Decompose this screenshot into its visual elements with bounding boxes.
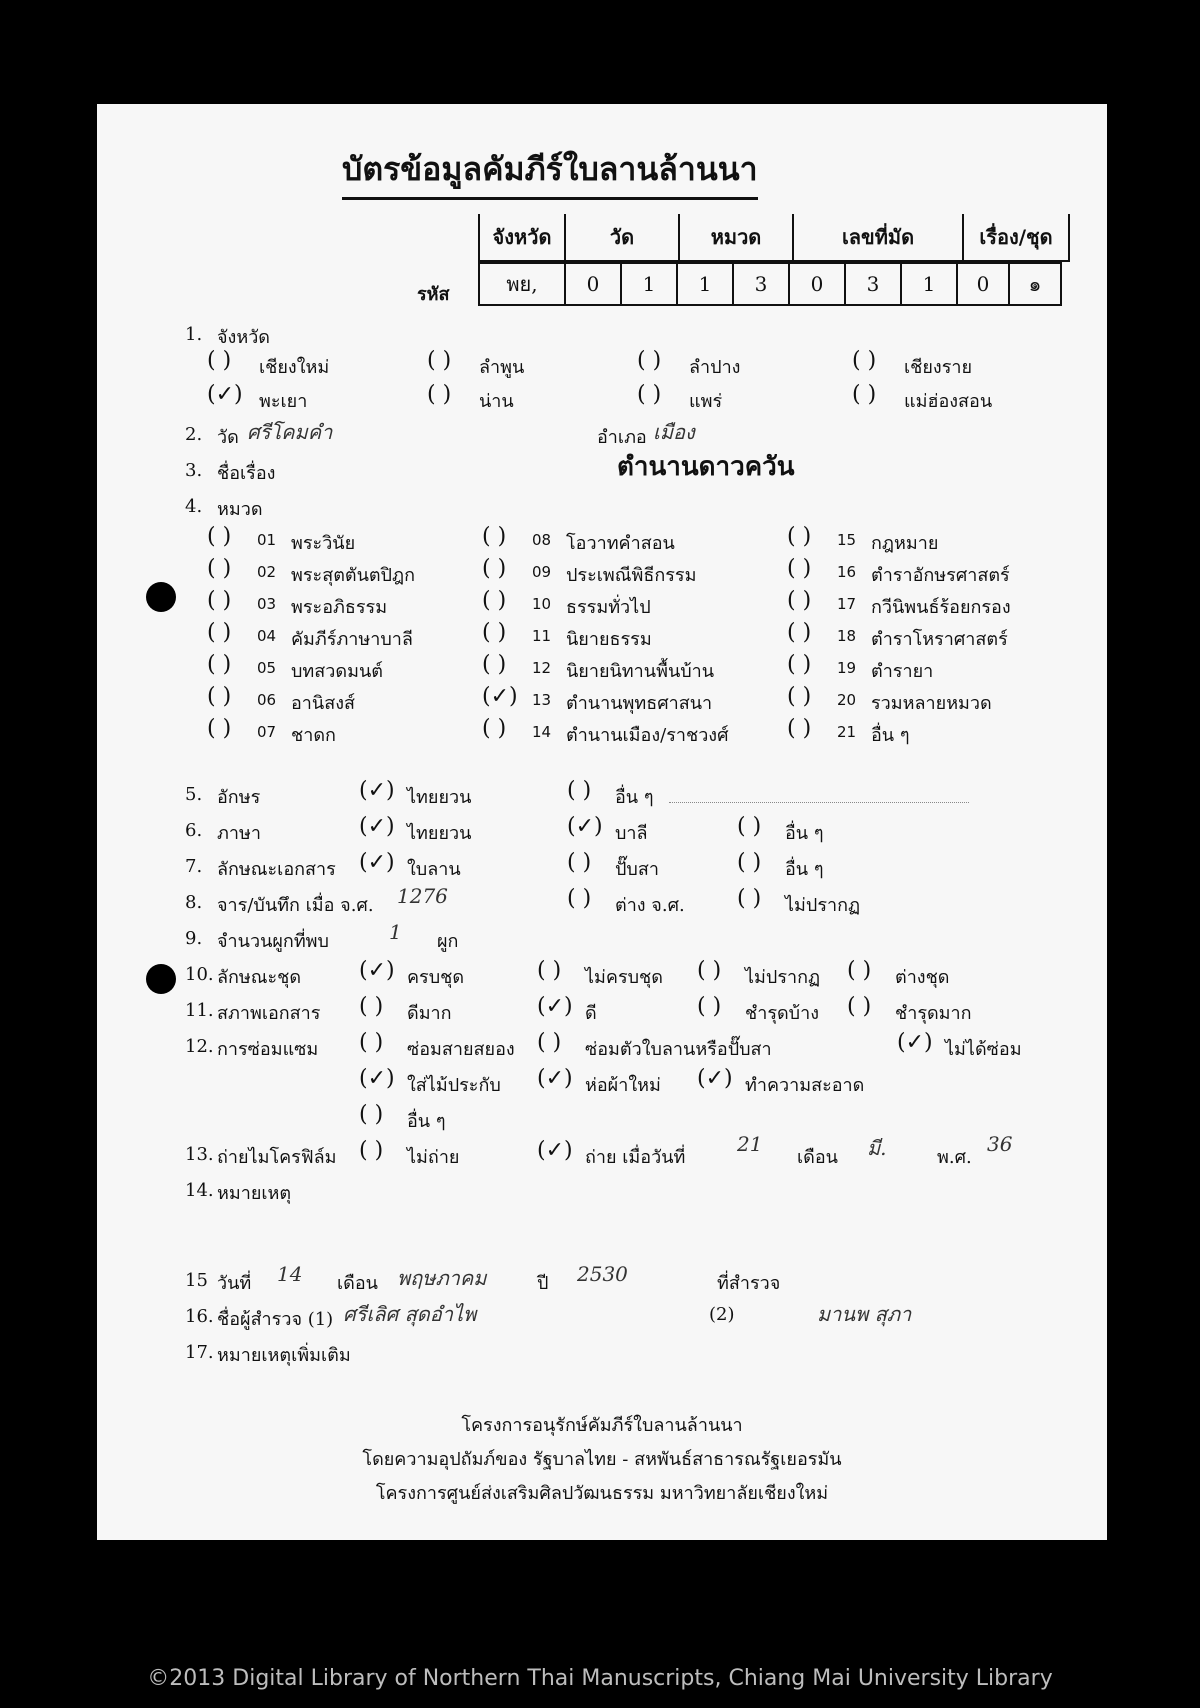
s12-e-box[interactable]: (✓): [537, 1066, 573, 1091]
s12-g-label: อื่น ๆ: [407, 1111, 446, 1132]
category-code: 21: [837, 723, 857, 741]
s9-count-value: 1: [389, 920, 402, 944]
category-code: 05: [257, 659, 277, 677]
s10-d-box[interactable]: ( ): [847, 958, 872, 983]
code-header-set: เรื่อง/ชุด: [963, 214, 1069, 261]
province-checkbox[interactable]: ( ): [427, 382, 452, 407]
s8-b-box[interactable]: ( ): [567, 886, 592, 911]
category-label: ตำราอักษรศาสตร์: [871, 565, 1010, 586]
s7-c-label: อื่น ๆ: [785, 859, 824, 880]
s10-num: 10.: [185, 964, 214, 985]
province-checkbox[interactable]: ( ): [427, 348, 452, 373]
s11-label: สภาพเอกสาร: [217, 1003, 321, 1024]
s4-label: หมวด: [217, 499, 263, 520]
s9-num: 9.: [185, 928, 203, 949]
s13-num: 13.: [185, 1144, 214, 1165]
category-label: กวีนิพนธ์ร้อยกรอง: [871, 597, 1011, 618]
category-checkbox[interactable]: ( ): [787, 684, 812, 709]
category-code: 15: [837, 531, 857, 549]
category-checkbox[interactable]: ( ): [482, 652, 507, 677]
code-cell[interactable]: พย,: [479, 263, 565, 305]
s13-year-label: พ.ศ.: [937, 1147, 972, 1168]
s7-a-box[interactable]: (✓): [359, 850, 395, 875]
category-code: 18: [837, 627, 857, 645]
credit-line-2: โดยความอุปถัมภ์ของ รัฐบาลไทย - สหพันธ์สาธารณรัฐเยอรมัน: [362, 1449, 842, 1470]
s15-num: 15: [185, 1270, 208, 1291]
code-cell[interactable]: 1: [901, 263, 957, 305]
s2-num: 2.: [185, 424, 203, 445]
s11-num: 11.: [185, 1000, 214, 1021]
s12-g-box[interactable]: ( ): [359, 1102, 384, 1127]
category-code: 17: [837, 595, 857, 613]
province-checkbox[interactable]: ( ): [852, 348, 877, 373]
s7-a-label: ใบลาน: [407, 859, 461, 880]
s6-a-label: ไทยยวน: [407, 823, 472, 844]
s13-month-value: มี.: [867, 1136, 887, 1160]
code-header-bundle: เลขที่มัด: [793, 214, 963, 261]
surveyor-1-value: ศรีเลิศ สุดอำไพ: [343, 1302, 477, 1326]
province-label: ลำปาง: [689, 357, 741, 378]
s10-c-box[interactable]: ( ): [697, 958, 722, 983]
code-cell[interactable]: 0: [789, 263, 845, 305]
s15-day-value: 14: [277, 1262, 303, 1286]
s13-a-box[interactable]: ( ): [359, 1138, 384, 1163]
category-checkbox[interactable]: ( ): [207, 588, 232, 613]
s6-c-box[interactable]: ( ): [737, 814, 762, 839]
s13-year-value: 36: [987, 1132, 1013, 1156]
s11-b-box[interactable]: (✓): [537, 994, 573, 1019]
category-label: รวมหลายหมวด: [871, 693, 992, 714]
s12-a-label: ซ่อมสายสยอง: [407, 1039, 515, 1060]
category-label: ประเพณีพิธีกรรม: [566, 565, 697, 586]
s5-label: อักษร: [217, 787, 261, 808]
category-code: 02: [257, 563, 277, 581]
s5-a-box[interactable]: (✓): [359, 778, 395, 803]
category-code: 13: [532, 691, 552, 709]
category-code: 12: [532, 659, 552, 677]
credit-line-3: โครงการศูนย์ส่งเสริมศิลปวัฒนธรรม มหาวิทยาลัยเชียงใหม่: [375, 1483, 829, 1504]
s6-c-label: อื่น ๆ: [785, 823, 824, 844]
province-checkbox[interactable]: ( ): [637, 348, 662, 373]
punch-hole-top: [146, 582, 176, 612]
s6-b-box[interactable]: (✓): [567, 814, 603, 839]
s10-label: ลักษณะชุด: [217, 967, 302, 988]
s15-month-label: เดือน: [337, 1273, 378, 1294]
s1-num: 1.: [185, 324, 203, 345]
s11-a-box[interactable]: ( ): [359, 994, 384, 1019]
s10-a-label: ครบชุด: [407, 967, 465, 988]
s7-label: ลักษณะเอกสาร: [217, 859, 336, 880]
s5-b-label: อื่น ๆ: [615, 787, 654, 808]
category-label: พระวินัย: [291, 533, 356, 554]
s15-place-label: ที่สำรวจ: [717, 1273, 781, 1294]
code-header-temple: วัด: [565, 214, 679, 261]
s12-c-label: ไม่ได้ซ่อม: [945, 1039, 1022, 1060]
s12-d-box[interactable]: (✓): [359, 1066, 395, 1091]
province-checkbox[interactable]: (✓): [207, 382, 243, 407]
province-label: แม่ฮ่องสอน: [904, 391, 993, 412]
s11-d-label: ชำรุดมาก: [895, 1003, 972, 1024]
category-checkbox[interactable]: ( ): [787, 524, 812, 549]
s7-b-box[interactable]: ( ): [567, 850, 592, 875]
s11-b-label: ดี: [585, 1003, 597, 1024]
category-checkbox[interactable]: ( ): [482, 620, 507, 645]
s12-b-label: ซ่อมตัวใบลานหรือปั๊บสา: [585, 1039, 772, 1060]
s12-c-box[interactable]: (✓): [897, 1030, 933, 1055]
category-label: พระอภิธรรม: [291, 597, 388, 618]
copyright-footer: ©2013 Digital Library of Northern Thai Manuscripts, Chiang Mai University Library: [147, 1666, 1053, 1691]
s8-b-label: ต่าง จ.ศ.: [615, 895, 685, 916]
category-label: ชาดก: [291, 725, 336, 746]
s9-label: จำนวนผูกที่พบ: [217, 931, 329, 952]
s2-label: วัด: [217, 427, 239, 448]
s4-num: 4.: [185, 496, 203, 517]
category-label: นิยายนิทานพื้นบ้าน: [566, 661, 715, 682]
card-title: บัตรข้อมูลคัมภีร์ใบลานล้านนา: [342, 144, 758, 200]
category-checkbox[interactable]: ( ): [482, 716, 507, 741]
category-label: ตำราโหราศาสตร์: [871, 629, 1008, 650]
s12-f-label: ทำความสะอาด: [745, 1075, 865, 1096]
category-checkbox[interactable]: ( ): [482, 588, 507, 613]
s12-a-box[interactable]: ( ): [359, 1030, 384, 1055]
s12-f-box[interactable]: (✓): [697, 1066, 733, 1091]
category-label: อื่น ๆ: [871, 725, 910, 746]
category-checkbox[interactable]: ( ): [787, 588, 812, 613]
temple-value: ศรีโคมคำ: [247, 420, 333, 444]
s13-day-value: 21: [737, 1132, 763, 1156]
s12-e-label: ห่อผ้าใหม่: [585, 1075, 661, 1096]
province-label: น่าน: [479, 391, 514, 412]
category-label: ตำรายา: [871, 661, 934, 682]
credit-line-1: โครงการอนุรักษ์คัมภีร์ใบลานล้านนา: [461, 1415, 743, 1436]
s3-num: 3.: [185, 460, 203, 481]
category-checkbox[interactable]: ( ): [207, 556, 232, 581]
category-label: กฎหมาย: [871, 533, 939, 554]
amphoe-label: อำเภอ: [597, 427, 647, 448]
category-label: โอวาทคำสอน: [566, 533, 675, 554]
province-label: เชียงใหม่: [259, 357, 330, 378]
category-code: 10: [532, 595, 552, 613]
s13-b-label: ถ่าย เมื่อวันที่: [585, 1147, 686, 1168]
s13-a-label: ไม่ถ่าย: [407, 1147, 460, 1168]
province-checkbox[interactable]: ( ): [637, 382, 662, 407]
category-code: 03: [257, 595, 277, 613]
province-label: พะเยา: [259, 391, 308, 412]
s9-unit: ผูก: [437, 931, 459, 952]
s14-label: หมายเหตุ: [217, 1183, 292, 1204]
province-checkbox[interactable]: ( ): [207, 348, 232, 373]
category-checkbox[interactable]: ( ): [207, 524, 232, 549]
s7-b-label: ปั๊บสา: [615, 859, 659, 880]
amphoe-value: เมือง: [653, 420, 695, 444]
surveyor-2-value: มานพ สุภา: [817, 1302, 912, 1326]
s16-label: ชื่อผู้สำรวจ (1): [217, 1309, 334, 1330]
category-checkbox[interactable]: ( ): [787, 620, 812, 645]
s8-c-label: ไม่ปรากฏ: [785, 895, 861, 916]
category-label: อานิสงส์: [291, 693, 355, 714]
story-title-value: ตำนานดาวควัน: [617, 452, 795, 482]
punch-hole-bottom: [146, 964, 176, 994]
s12-b-box[interactable]: ( ): [537, 1030, 562, 1055]
category-label: ตำนานเมือง/ราชวงศ์: [566, 725, 729, 746]
category-checkbox[interactable]: ( ): [207, 684, 232, 709]
s10-b-label: ไม่ครบชุด: [585, 967, 663, 988]
code-header-province: จังหวัด: [479, 214, 565, 261]
category-code: 07: [257, 723, 277, 741]
category-code: 11: [532, 627, 552, 645]
code-cell[interactable]: 3: [845, 263, 901, 305]
code-cell[interactable]: 0: [957, 263, 1009, 305]
category-code: 04: [257, 627, 277, 645]
category-checkbox[interactable]: ( ): [207, 620, 232, 645]
category-checkbox[interactable]: ( ): [787, 652, 812, 677]
s8-label: จาร/บันทึก เมื่อ จ.ศ.: [217, 895, 374, 916]
s13-b-box[interactable]: (✓): [537, 1138, 573, 1163]
province-label: ลำพูน: [479, 357, 525, 378]
s15-month-value: พฤษภาคม: [397, 1266, 487, 1290]
category-label: นิยายธรรม: [566, 629, 652, 650]
s6-b-label: บาลี: [615, 823, 648, 844]
category-label: ธรรมทั่วไป: [566, 597, 651, 618]
category-code: 09: [532, 563, 552, 581]
category-checkbox[interactable]: ( ): [787, 716, 812, 741]
category-code: 16: [837, 563, 857, 581]
s5-a-label: ไทยยวน: [407, 787, 472, 808]
province-label: แพร่: [689, 391, 723, 412]
survey-card: [97, 104, 1107, 1540]
s6-label: ภาษา: [217, 823, 261, 844]
s12-d-label: ใส่ไม้ประกับ: [407, 1075, 501, 1096]
s13-label: ถ่ายไมโครฟิล์ม: [217, 1147, 337, 1168]
s8-year-value: 1276: [397, 884, 448, 908]
s5-b-box[interactable]: ( ): [567, 778, 592, 803]
code-cell[interactable]: 3: [733, 263, 789, 305]
s12-label: การซ่อมแซม: [217, 1039, 319, 1060]
code-header-category: หมวด: [679, 214, 793, 261]
category-label: คัมภีร์ภาษาบาลี: [291, 629, 413, 650]
s15-label: วันที่: [217, 1273, 252, 1294]
s10-c-label: ไม่ปรากฏ: [745, 967, 821, 988]
code-cell[interactable]: 0: [565, 263, 621, 305]
category-checkbox[interactable]: (✓): [482, 684, 518, 709]
category-checkbox[interactable]: ( ): [482, 556, 507, 581]
code-table: [478, 214, 1070, 306]
s13-month-label: เดือน: [797, 1147, 838, 1168]
category-checkbox[interactable]: ( ): [207, 652, 232, 677]
category-checkbox[interactable]: ( ): [207, 716, 232, 741]
s11-c-box[interactable]: ( ): [697, 994, 722, 1019]
code-label: รหัส: [417, 284, 450, 305]
code-cell[interactable]: 1: [677, 263, 733, 305]
s3-label: ชื่อเรื่อง: [217, 463, 276, 484]
province-checkbox[interactable]: ( ): [852, 382, 877, 407]
s8-c-box[interactable]: ( ): [737, 886, 762, 911]
s17-num: 17.: [185, 1342, 214, 1363]
s1-label: จังหวัด: [217, 327, 270, 348]
s7-c-box[interactable]: ( ): [737, 850, 762, 875]
s6-num: 6.: [185, 820, 203, 841]
s11-c-label: ชำรุดบ้าง: [745, 1003, 820, 1024]
s16-label-2: (2): [709, 1304, 735, 1325]
category-label: ตำนานพุทธศาสนา: [566, 693, 713, 714]
s16-num: 16.: [185, 1306, 214, 1327]
province-label: เชียงราย: [904, 357, 973, 378]
s11-a-label: ดีมาก: [407, 1003, 452, 1024]
s5-num: 5.: [185, 784, 203, 805]
code-cell[interactable]: ๑: [1009, 263, 1061, 305]
category-checkbox[interactable]: ( ): [787, 556, 812, 581]
s15-year-label: ปี: [537, 1273, 549, 1294]
category-code: 19: [837, 659, 857, 677]
s8-num: 8.: [185, 892, 203, 913]
s17-label: หมายเหตุเพิ่มเติม: [217, 1345, 351, 1366]
s11-d-box[interactable]: ( ): [847, 994, 872, 1019]
category-code: 01: [257, 531, 277, 549]
category-label: บทสวดมนต์: [291, 661, 383, 682]
category-checkbox[interactable]: ( ): [482, 524, 507, 549]
s10-d-label: ต่างชุด: [895, 967, 950, 988]
s12-num: 12.: [185, 1036, 214, 1057]
code-cell[interactable]: 1: [621, 263, 677, 305]
s14-num: 14.: [185, 1180, 214, 1201]
category-code: 14: [532, 723, 552, 741]
category-code: 06: [257, 691, 277, 709]
s7-num: 7.: [185, 856, 203, 877]
s15-year-value: 2530: [577, 1262, 628, 1286]
category-code: 08: [532, 531, 552, 549]
category-label: พระสุตตันตปิฎก: [291, 565, 415, 586]
s10-a-box[interactable]: (✓): [359, 958, 395, 983]
s6-a-box[interactable]: (✓): [359, 814, 395, 839]
category-code: 20: [837, 691, 857, 709]
s5-line: [669, 802, 969, 803]
s10-b-box[interactable]: ( ): [537, 958, 562, 983]
